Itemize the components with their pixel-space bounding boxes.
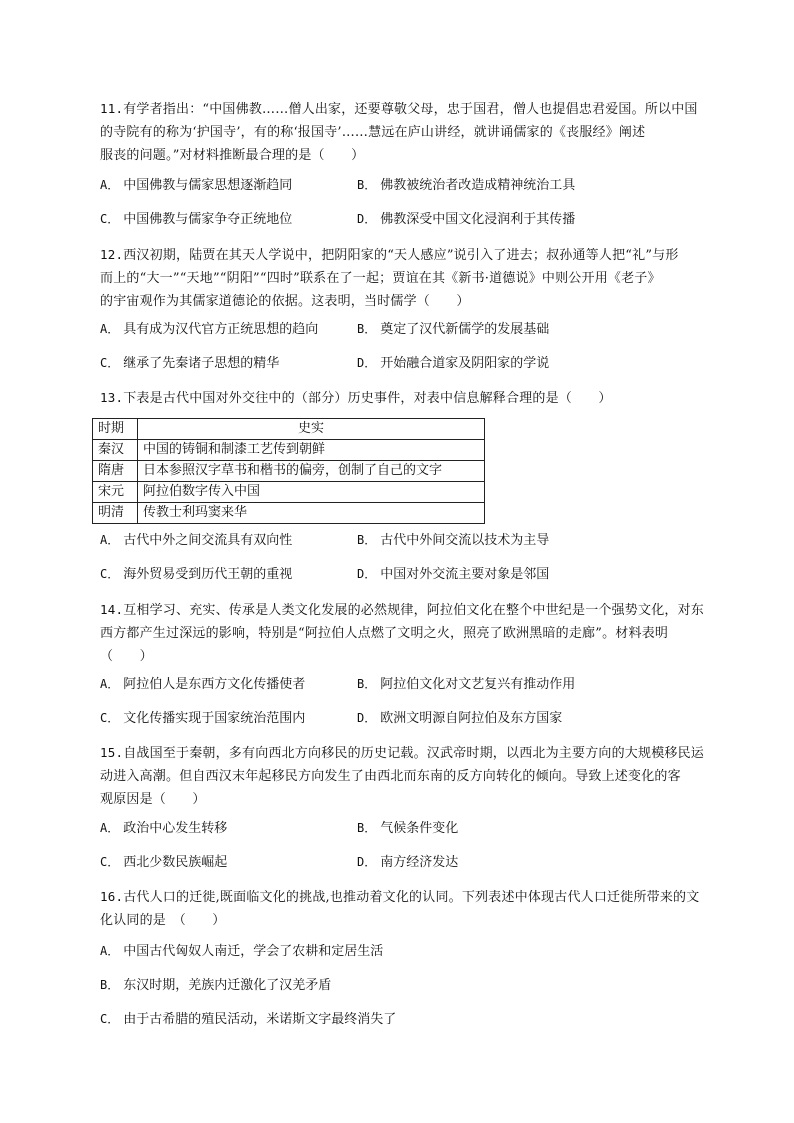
option-label: B． — [357, 533, 377, 547]
option-text: 由于古希腊的殖民活动，米诺斯文字最终消失了 — [123, 1012, 397, 1027]
option-label: C． — [100, 855, 120, 869]
option-label: B． — [100, 978, 120, 992]
stem-line: 西汉初期，陆贾在其天人学说中，把阴阳家的“天人感应”说引入了进去；叔孙通等人把“礼”与形 — [123, 248, 679, 263]
table-cell: 传教士利玛窦来华 — [138, 503, 485, 524]
option-label: C． — [100, 711, 120, 725]
table-cell: 中国的铸铜和制漆工艺传到朝鲜 — [138, 440, 485, 461]
option-label: A． — [100, 677, 120, 691]
stem-line: （ ） — [100, 649, 153, 664]
option-d — [357, 352, 549, 371]
question-stem — [100, 741, 730, 765]
table-row — [93, 440, 485, 461]
option-text: 继承了先秦诸子思想的精华 — [123, 356, 280, 371]
stem-line: 的宇宙观作为其儒家道德论的依据。这表明，当时儒学（ ） — [100, 294, 470, 309]
question-stem — [100, 386, 730, 410]
option-text: 古代中外间交流以技术为主导 — [380, 533, 550, 548]
option-text: 欧洲文明源自阿拉伯及东方国家 — [380, 711, 563, 726]
stem-line: 自战国至于秦朝，多有向西北方向移民的历史记载。汉武帝时期，以西北为主要方向的大规模移民运 — [123, 746, 704, 761]
option-a — [100, 817, 227, 836]
question-11 — [100, 97, 730, 167]
option-c — [100, 208, 292, 227]
table-cell: 隋唐 — [93, 461, 138, 482]
option-label: D． — [357, 855, 377, 869]
question-number: 13. — [100, 390, 124, 405]
option-text: 佛教被统治者改造成精神统治工具 — [380, 178, 576, 193]
option-label: D． — [357, 356, 377, 370]
stem-line: 动进入高潮。但自西汉末年起移民方向发生了由西北而东南的反方向转化的倾向。导致上述变化的客 — [100, 769, 681, 784]
option-b — [357, 817, 458, 836]
table-row — [93, 482, 485, 503]
option-label: B． — [357, 322, 377, 336]
option-label: B． — [357, 821, 377, 835]
option-label: C． — [100, 356, 120, 370]
question-15 — [100, 741, 730, 811]
option-a — [100, 318, 318, 337]
option-text: 东汉时期，羌族内迁激化了汉羌矛盾 — [123, 978, 332, 993]
option-d — [357, 707, 562, 726]
stem-line: 西方都产生过深远的影响，特别是“阿拉伯人点燃了文明之火，照亮了欧洲黑暗的走廊”。材料表明 — [100, 626, 669, 641]
stem-line: 有学者指出：“中国佛教……僧人出家，还要尊敬父母，忠于国君，僧人也提倡忠君爱国。所以中国 — [123, 102, 698, 117]
option-label: A． — [100, 944, 120, 958]
option-label: B． — [357, 178, 377, 192]
table-header-row — [93, 419, 485, 440]
option-text: 佛教深受中国文化浸润利于其传播 — [380, 212, 576, 227]
stem-line: 化认同的是 （ ） — [100, 913, 226, 928]
question-12 — [100, 243, 730, 313]
option-label: B． — [357, 677, 377, 691]
option-label: A． — [100, 322, 120, 336]
question-number: 12. — [100, 247, 124, 262]
option-label: C． — [100, 212, 120, 226]
question-number: 11. — [100, 101, 124, 116]
option-b — [100, 974, 331, 993]
option-label: D． — [357, 212, 377, 226]
option-text: 阿拉伯文化对文艺复兴有推动作用 — [380, 677, 576, 692]
option-text: 文化传播实现于国家统治范围内 — [123, 711, 306, 726]
stem-line: 观原因是（ ） — [100, 792, 206, 807]
table-cell: 宋元 — [93, 482, 138, 503]
option-c — [100, 707, 305, 726]
option-label: D． — [357, 711, 377, 725]
option-d — [357, 208, 575, 227]
option-label: C． — [100, 1012, 120, 1026]
option-label: A． — [100, 821, 120, 835]
table-cell: 明清 — [93, 503, 138, 524]
option-label: A． — [100, 533, 120, 547]
table-row — [93, 461, 485, 482]
stem-line: 下表是古代中国对外交往中的（部分）历史事件，对表中信息解释合理的是（ ） — [123, 391, 612, 406]
option-b — [357, 529, 549, 548]
table-cell: 阿拉伯数字传入中国 — [138, 482, 485, 503]
stem-line: 互相学习、充实、传承是人类文化发展的必然规律，阿拉伯文化在整个中世纪是一个强势文化，对东 — [123, 603, 704, 618]
option-d — [357, 851, 458, 870]
table-header-cell: 时期 — [93, 419, 138, 440]
question-stem — [100, 243, 730, 267]
option-d — [357, 563, 549, 582]
question-13 — [100, 386, 730, 410]
stem-line: 而上的“大一”“天地”“阴阳”“四时”联系在了一起；贾谊在其《新书·道德说》中则公开用《老子》 — [100, 271, 661, 286]
option-label: D． — [357, 567, 377, 581]
option-a — [100, 940, 383, 959]
question-number: 14. — [100, 602, 124, 617]
option-text: 中国对外交流主要对象是邻国 — [380, 567, 550, 582]
stem-line: 的寺院有的称为‘护国寺’，有的称‘报国寺’……慧远在庐山讲经，就讲诵儒家的《丧服经》阐述 — [100, 125, 646, 140]
option-b — [357, 318, 549, 337]
option-text: 中国佛教与儒家争夺正统地位 — [123, 212, 293, 227]
stem-line: 古代人口的迁徙,既面临文化的挑战,也推动着文化的认同。下列表述中体现古代人口迁徙所带来的文 — [123, 890, 700, 905]
option-text: 政治中心发生转移 — [123, 821, 228, 836]
option-text: 奠定了汉代新儒学的发展基础 — [380, 322, 550, 337]
table-cell: 秦汉 — [93, 440, 138, 461]
stem-line: 服丧的问题。”对材料推断最合理的是（ ） — [100, 148, 365, 163]
question-14 — [100, 598, 730, 668]
question-16 — [100, 885, 730, 932]
option-a — [100, 673, 305, 692]
option-text: 气候条件变化 — [380, 821, 459, 836]
option-text: 西北少数民族崛起 — [123, 855, 228, 870]
option-c — [100, 352, 279, 371]
option-b — [357, 174, 575, 193]
question-number: 15. — [100, 745, 124, 760]
option-label: C． — [100, 567, 120, 581]
table-row — [93, 503, 485, 524]
question-stem — [100, 97, 730, 121]
option-label: A． — [100, 178, 120, 192]
option-b — [357, 673, 575, 692]
question-stem — [100, 598, 730, 622]
option-text: 具有成为汉代官方正统思想的趋向 — [123, 322, 319, 337]
option-a — [100, 529, 292, 548]
option-text: 中国古代匈奴人南迁，学会了农耕和定居生活 — [123, 944, 384, 959]
option-text: 南方经济发达 — [380, 855, 459, 870]
option-text: 开始融合道家及阴阳家的学说 — [380, 356, 550, 371]
table-header-cell: 史实 — [138, 419, 485, 440]
option-text: 中国佛教与儒家思想逐渐趋同 — [123, 178, 293, 193]
table-cell: 日本参照汉字草书和楷书的偏旁，创制了自己的文字 — [138, 461, 485, 482]
option-c — [100, 1008, 396, 1027]
question-stem — [100, 885, 730, 909]
history-table — [92, 418, 485, 524]
option-a — [100, 174, 292, 193]
option-text: 海外贸易受到历代王朝的重视 — [123, 567, 293, 582]
option-c — [100, 563, 292, 582]
question-number: 16. — [100, 889, 124, 904]
option-text: 古代中外之间交流具有双向性 — [123, 533, 293, 548]
option-text: 阿拉伯人是东西方文化传播使者 — [123, 677, 306, 692]
option-c — [100, 851, 227, 870]
